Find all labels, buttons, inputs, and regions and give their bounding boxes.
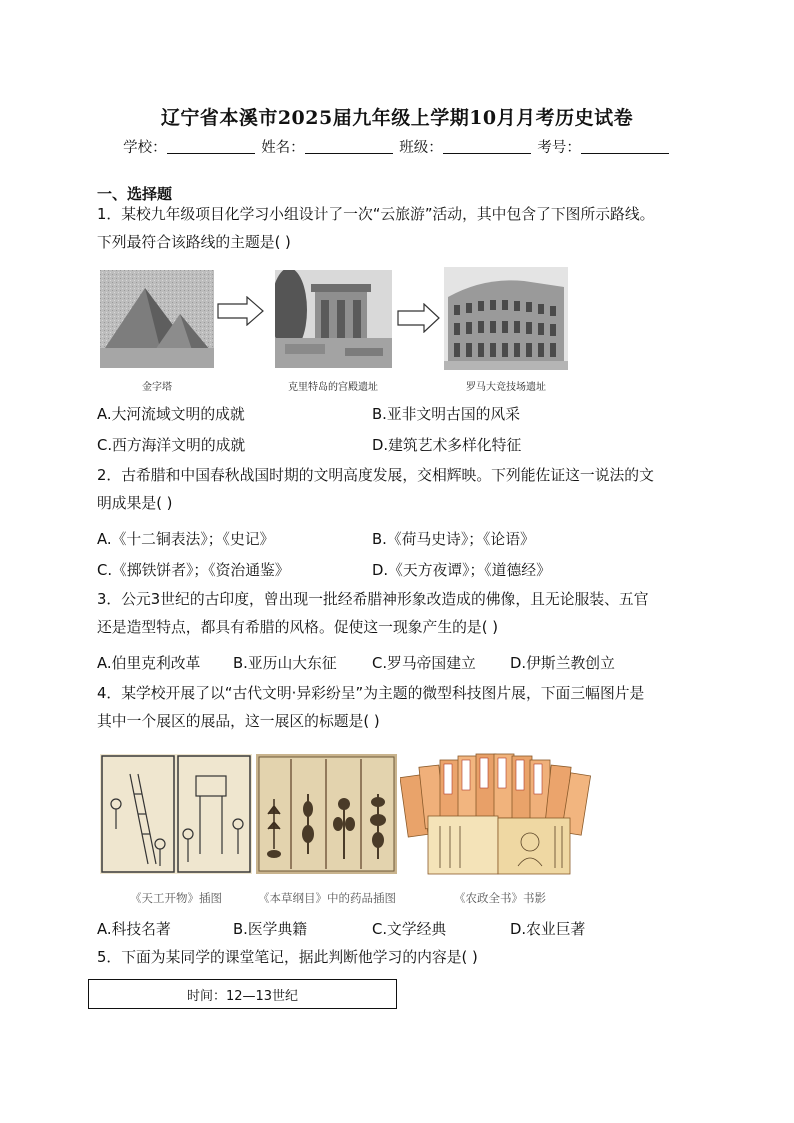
- colosseum-image: [444, 267, 568, 370]
- name-blank[interactable]: [305, 139, 393, 154]
- question-5: [97, 944, 707, 972]
- q1-option-b[interactable]: B.亚非文明古国的风采: [372, 406, 521, 423]
- tiangong-kaiwu-caption: 《天工开物》插图: [130, 891, 222, 905]
- arrow-right-icon: [397, 303, 441, 337]
- question-3: [97, 586, 707, 642]
- question-5-line-1: 5．下面为某同学的课堂笔记，据此判断他学习的内容是( ): [97, 949, 478, 966]
- question-4-line-1: 4．某学校开展了以“古代文明·异彩纷呈”为主题的微型科技图片展，下面三幅图片是: [97, 685, 645, 702]
- number-label: 考号：: [537, 140, 581, 156]
- nongzheng-quanshu-books-image: [400, 746, 598, 880]
- q2-option-d[interactable]: D.《天方夜谭》；《道德经》: [372, 562, 551, 579]
- tiangong-kaiwu-illustration: [100, 754, 252, 874]
- class-label: 班级：: [399, 140, 443, 156]
- question-1-line-2: 下列最符合该路线的主题是( ): [97, 234, 291, 251]
- q2-option-b[interactable]: B.《荷马史诗》；《论语》: [372, 531, 535, 548]
- crete-palace-image: [275, 270, 392, 368]
- bencao-gangmu-caption: 《本草纲目》中的药品插图: [258, 891, 396, 905]
- question-2-line-2: 明成果是( ): [97, 495, 173, 512]
- question-3-line-2: 还是造型特点，都具有希腊的风格。促使这一现象产生的是( ): [97, 619, 498, 636]
- q4-option-c[interactable]: C.文学经典: [372, 921, 447, 938]
- number-blank[interactable]: [581, 139, 669, 154]
- question-4-line-2: 其中一个展区的展品，这一展区的标题是( ): [97, 713, 380, 730]
- q3-option-b[interactable]: B.亚历山大东征: [233, 655, 337, 672]
- question-1: [97, 201, 707, 257]
- q3-option-c[interactable]: C.罗马帝国建立: [372, 655, 476, 672]
- question-1-line-1: 1．某校九年级项目化学习小组设计了一次“云旅游”活动，其中包含了下图所示路线。: [97, 206, 655, 223]
- nongzheng-quanshu-caption: 《农政全书》书影: [454, 891, 546, 905]
- q4-option-b[interactable]: B.医学典籍: [233, 921, 308, 938]
- school-label: 学校：: [123, 140, 167, 156]
- school-blank[interactable]: [167, 139, 255, 154]
- question-3-line-1: 3．公元3世纪的古印度，曾出现一批经希腊神形象改造成的佛像，且无论服装、五官: [97, 591, 649, 608]
- q1-option-c[interactable]: C.西方海洋文明的成就: [97, 437, 246, 454]
- class-notes-box: [88, 979, 397, 1009]
- class-blank[interactable]: [443, 139, 531, 154]
- section-heading: 一、选择题: [97, 185, 173, 203]
- q3-option-a[interactable]: A.伯里克利改革: [97, 655, 201, 672]
- q4-option-d[interactable]: D.农业巨著: [510, 921, 586, 938]
- question-2-line-1: 2．古希腊和中国春秋战国时期的文明高度发展，交相辉映。下列能佐证这一说法的文: [97, 467, 654, 484]
- page-title: 辽宁省本溪市2025届九年级上学期10月月考历史试卷: [160, 107, 634, 129]
- pyramids-caption: 金字塔: [142, 382, 172, 393]
- q2-option-a[interactable]: A.《十二铜表法》；《史记》: [97, 531, 275, 548]
- q1-option-a[interactable]: A.大河流域文明的成就: [97, 406, 245, 423]
- colosseum-caption: 罗马大竞技场遗址: [466, 382, 546, 393]
- arrow-right-icon: [217, 296, 265, 330]
- q3-option-d[interactable]: D.伊斯兰教创立: [510, 655, 615, 672]
- pyramids-image: [100, 270, 214, 368]
- q2-option-c[interactable]: C.《掷铁饼者》；《资治通鉴》: [97, 562, 290, 579]
- name-label: 姓名：: [261, 140, 305, 156]
- class-notes-time: 时间：12—13世纪: [186, 989, 299, 1004]
- crete-palace-caption: 克里特岛的宫殿遗址: [288, 382, 378, 393]
- q4-option-a[interactable]: A.科技名著: [97, 921, 171, 938]
- bencao-gangmu-illustration: [256, 754, 397, 874]
- question-2: [97, 462, 707, 518]
- q1-option-d[interactable]: D.建筑艺术多样化特征: [372, 437, 522, 454]
- question-4: [97, 680, 707, 736]
- student-info-line: [0, 136, 794, 157]
